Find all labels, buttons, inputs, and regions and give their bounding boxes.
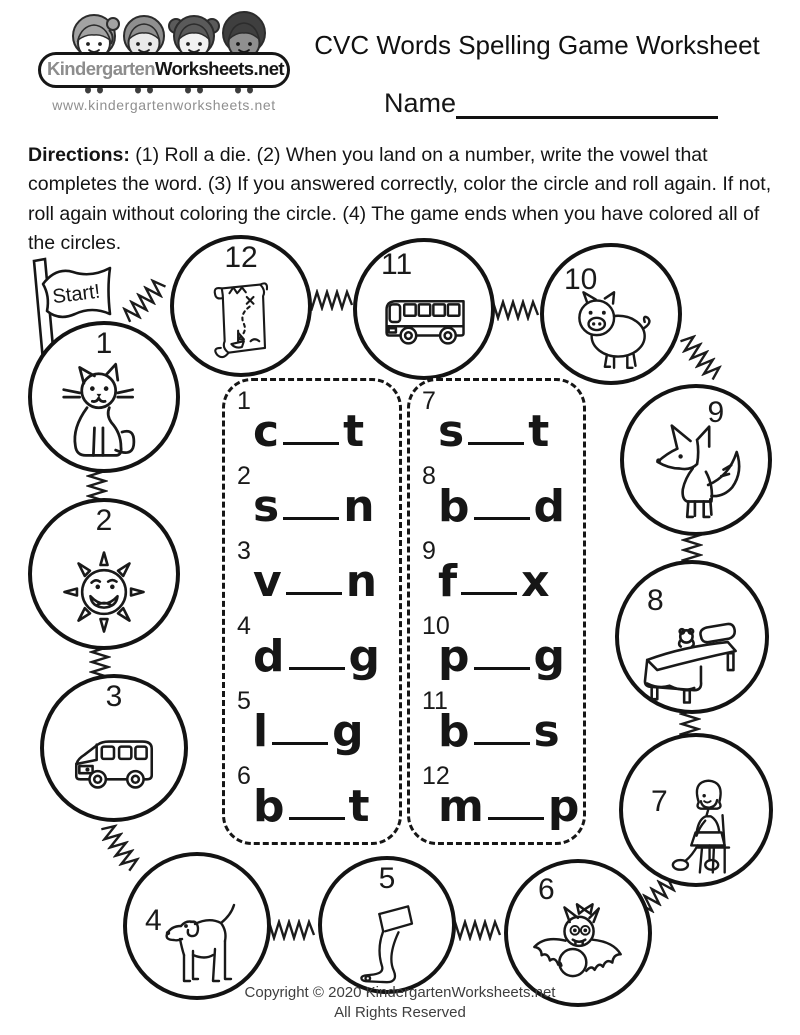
vowel-blank[interactable] [272,742,328,745]
word-blank-row [438,481,583,532]
space-number: 3 [105,680,123,713]
word-blank-row [438,781,583,832]
spring-connector [118,273,172,327]
word-panel-right [407,378,586,845]
logo-brand-black: Worksheets.net [154,58,284,79]
word-item [237,539,399,614]
board-space-11[interactable] [353,238,495,380]
vowel-blank[interactable] [488,817,544,820]
vowel-blank[interactable] [283,517,339,520]
word-blank-row [253,706,399,757]
word-number: 12 [422,762,450,790]
word-blank-row [253,631,399,682]
word-blank-row [253,556,399,607]
word-last-letter: t [528,406,550,457]
cat-icon [51,360,157,466]
word-first-letter: l [253,706,269,757]
word-item [237,389,399,464]
vowel-blank[interactable] [474,517,530,520]
word-first-letter: s [438,406,465,457]
space-number: 2 [95,504,113,537]
word-number: 6 [237,762,251,790]
word-first-letter: v [253,556,282,607]
logo-wordmark [38,52,290,88]
treasure-map-icon [193,274,289,370]
word-blank-row [438,706,583,757]
word-last-letter: n [343,481,375,532]
word-item [237,764,399,839]
word-first-letter: b [438,481,470,532]
word-last-letter: s [533,706,560,757]
footer [0,983,800,1024]
logo-website-url: www.kindergartenworksheets.net [52,97,276,113]
vowel-blank[interactable] [474,742,530,745]
word-first-letter: m [438,781,484,832]
word-item [422,764,583,839]
board-space-7[interactable] [619,733,773,887]
vowel-blank[interactable] [286,592,342,595]
space-number: 6 [538,873,555,906]
word-first-letter: s [253,481,280,532]
vowel-blank[interactable] [289,667,345,670]
van-icon [63,713,165,815]
board-space-8[interactable] [615,560,769,714]
directions-text: (1) Roll a die. (2) When you land on a number, write the vowel that completes the word. (3) If you answered correctly, color the circle and roll again. If not, roll again without coloring the circle. (4) The game ends when you have colored all of the circles. [28,144,772,254]
logo-brand-gray: Kindergarten [47,58,155,79]
word-number: 8 [422,462,436,490]
spring-connector [96,819,144,876]
word-number: 9 [422,537,436,565]
spring-connector [449,919,503,941]
word-item [422,614,583,689]
board-space-1[interactable] [28,321,180,473]
word-number: 2 [237,462,251,490]
board-space-5[interactable] [318,856,456,994]
word-blank-row [438,556,583,607]
word-blank-row [438,631,583,682]
spring-connector [487,299,541,321]
space-number: 9 [707,396,725,429]
word-first-letter: d [253,631,285,682]
leg-icon [339,891,435,987]
board-space-3[interactable] [40,674,188,822]
spring-connector [263,919,317,941]
word-last-letter: g [348,631,380,682]
word-number: 3 [237,537,251,565]
word-item [422,539,583,614]
bus-icon [372,269,476,373]
word-number: 11 [422,687,448,715]
word-blank-row [438,406,583,457]
space-number: 10 [564,263,598,296]
space-number: 7 [651,785,668,818]
board-space-9[interactable] [620,384,772,536]
name-label: Name [384,88,457,118]
board-space-12[interactable] [170,235,312,377]
board-space-10[interactable] [540,243,682,385]
word-blank-row [253,406,399,457]
vowel-blank[interactable] [283,442,339,445]
space-number: 4 [145,904,162,937]
word-item [237,464,399,539]
space-number: 8 [647,584,664,617]
fox-icon [641,419,751,529]
vowel-blank[interactable] [461,592,517,595]
word-panel-left [222,378,402,845]
word-last-letter: g [533,631,565,682]
dog-icon [155,893,255,993]
copyright-line: Copyright © 2020 KindergartenWorksheets.net [244,984,556,1001]
word-number: 4 [237,612,251,640]
word-item [422,464,583,539]
word-number: 5 [237,687,251,715]
word-first-letter: b [438,706,470,757]
board-space-2[interactable] [28,498,180,650]
word-last-letter: t [348,781,370,832]
word-first-letter: b [253,781,285,832]
word-last-letter: p [547,781,580,832]
page-title: CVC Words Spelling Game Worksheet [314,30,760,60]
word-first-letter: c [253,406,280,457]
spring-connector [675,330,727,386]
word-number: 10 [422,612,450,640]
directions-label: Directions: [28,144,130,166]
word-blank-row [253,781,399,832]
word-first-letter: f [438,556,458,607]
word-number: 7 [422,387,436,415]
word-last-letter: x [521,556,550,607]
word-last-letter: g [332,706,364,757]
rights-line: All Rights Reserved [334,1004,466,1022]
sun-icon [52,539,156,643]
word-first-letter: p [438,631,470,682]
board-space-4[interactable] [123,852,271,1000]
word-item [422,689,583,764]
word-number: 1 [237,387,251,415]
space-number: 1 [95,327,113,360]
vowel-blank[interactable] [468,442,524,445]
word-last-letter: t [343,406,365,457]
word-blank-row [253,481,399,532]
word-item [237,614,399,689]
start-flag-label: Start! [51,280,102,309]
word-last-letter: n [345,556,378,607]
space-number: 12 [224,241,258,274]
word-last-letter: d [533,481,565,532]
space-number: 5 [378,862,396,895]
vowel-blank[interactable] [289,817,345,820]
vowel-blank[interactable] [474,667,530,670]
word-item [237,689,399,764]
word-item [422,389,583,464]
space-number: 11 [381,248,413,281]
